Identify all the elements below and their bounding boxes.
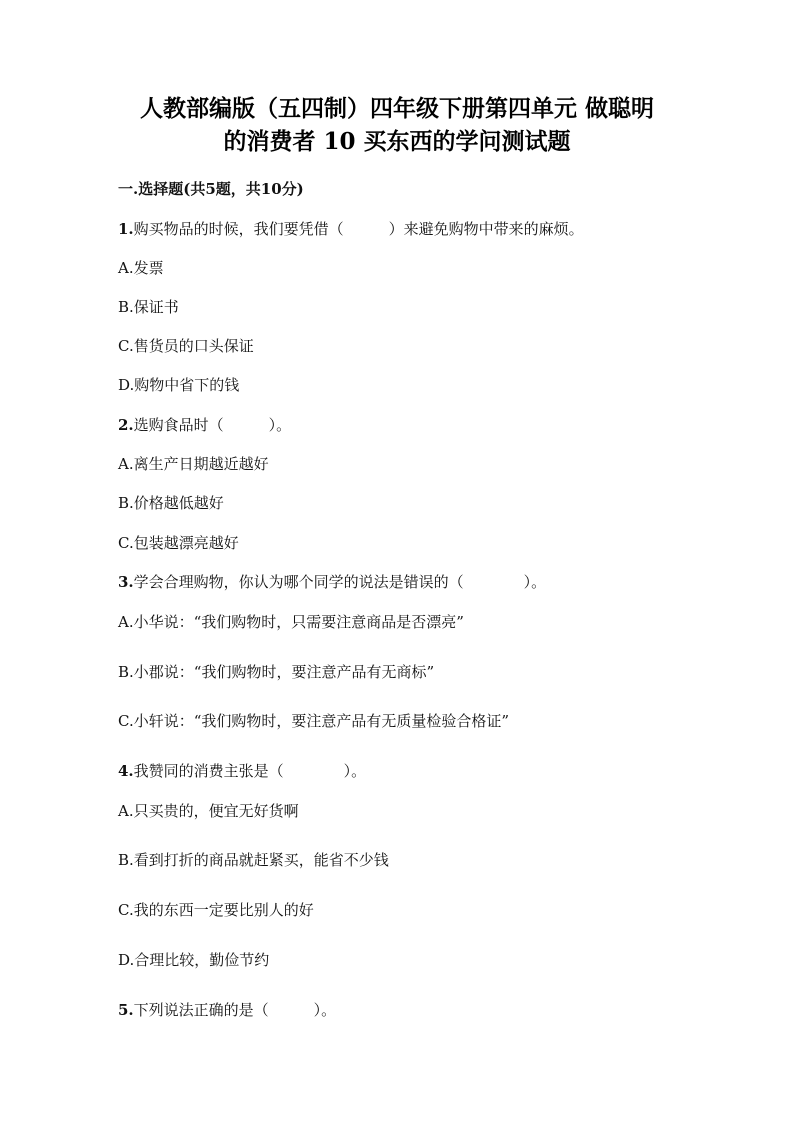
question-1 — [118, 218, 584, 239]
option-1b: B.保证书 — [118, 298, 179, 316]
question-number: 5. — [118, 1001, 134, 1019]
option-1d: D.购物中省下的钱 — [118, 376, 240, 394]
option-2c: C.包装越漂亮越好 — [118, 534, 239, 552]
option-4c: C.我的东西一定要比别人的好 — [118, 901, 314, 919]
question-text: 学会合理购物，你认为哪个同学的说法是错误的（ ）。 — [133, 573, 547, 591]
option-1c: C.售货员的口头保证 — [118, 337, 254, 355]
option-3a: A.小华说：“我们购物时，只需要注意商品是否漂亮” — [118, 613, 464, 631]
option-1a: A.发票 — [118, 259, 164, 277]
question-number: 3. — [118, 573, 134, 591]
question-5 — [118, 999, 336, 1020]
option-2b: B.价格越低越好 — [118, 494, 224, 512]
option-4a: A.只买贵的，便宜无好货啊 — [118, 802, 299, 820]
question-text: 选购食品时（ ）。 — [133, 416, 292, 434]
question-4 — [118, 760, 366, 781]
question-number: 1. — [118, 220, 134, 238]
option-4b: B.看到打折的商品就赶紧买，能省不少钱 — [118, 851, 389, 869]
option-3c: C.小轩说：“我们购物时，要注意产品有无质量检验合格证” — [118, 712, 510, 730]
option-4d: D.合理比较，勤俭节约 — [118, 951, 270, 969]
question-number: 2. — [118, 416, 134, 434]
option-3b: B.小郡说：“我们购物时，要注意产品有无商标” — [118, 663, 435, 681]
question-number: 4. — [118, 762, 134, 780]
question-text: 下列说法正确的是（ ）。 — [133, 1001, 337, 1019]
title-line-1: 人教部编版（五四制）四年级下册第四单元 做聪明 — [139, 95, 654, 122]
section-heading: 一.选择题(共5题，共10分) — [118, 180, 304, 198]
question-text: 购买物品的时候，我们要凭借（ ）来避免购物中带来的麻烦。 — [133, 220, 584, 238]
question-text: 我赞同的消费主张是（ ）。 — [133, 762, 367, 780]
question-3 — [118, 571, 546, 592]
question-2 — [118, 414, 291, 435]
option-2a: A.离生产日期越近越好 — [118, 455, 269, 473]
title-line-2: 的消费者 10 买东西的学问测试题 — [223, 128, 571, 155]
document-title — [0, 92, 794, 158]
